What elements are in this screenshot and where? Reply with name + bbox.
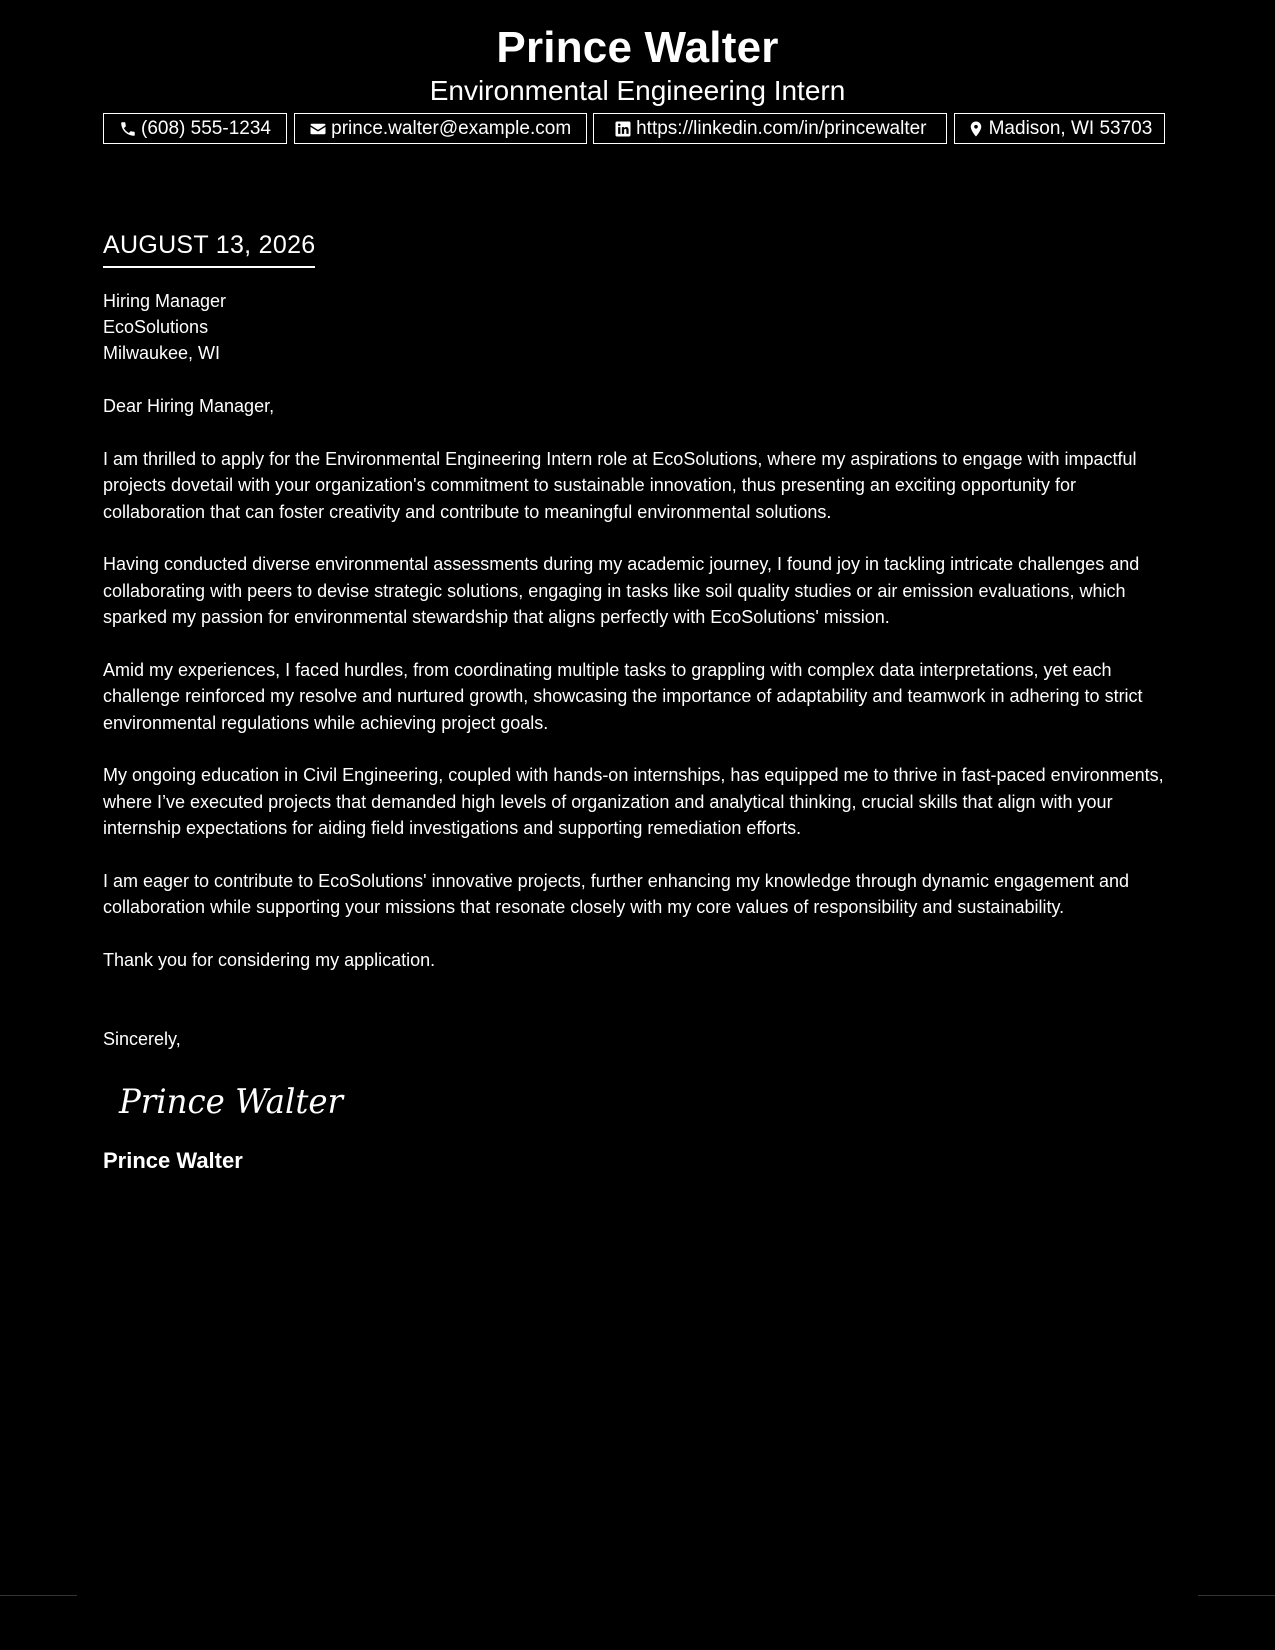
map-marker-icon [967, 120, 985, 138]
body-paragraph: Thank you for considering my application. [103, 949, 436, 970]
footer-divider-right [1198, 1595, 1275, 1596]
signer-name: Prince Walter [103, 1147, 243, 1173]
contact-email-text: prince.walter@example.com [331, 117, 572, 139]
contact-bar [103, 113, 1165, 144]
phone-icon [119, 120, 137, 138]
body-paragraph: I am eager to contribute to EcoSolutions' innovative projects, further enhancing my knowledge through dynamic engagement and collaboration while supporting your missions that resonate closely with my core values of responsibility and sustainability. [103, 870, 1130, 917]
body-paragraph: Amid my experiences, I faced hurdles, from coordinating multiple tasks to grappling with complex data interpretations, yet each challenge reinforced my resolve and nurtured growth, showcasing the importance of adaptability and teamwork in adhering to strict environmental regulations while achieving project goals. [103, 659, 1143, 733]
letter-date: AUGUST 13, 2026 [103, 230, 315, 268]
contact-phone-text: (608) 555-1234 [141, 117, 271, 139]
recipient-block [103, 288, 1173, 366]
recipient-line: EcoSolutions [103, 317, 209, 337]
body-paragraph: My ongoing education in Civil Engineering, coupled with hands-on internships, has equipped me to thrive in fast-paced environments, where I’ve executed projects that demanded high levels of organization and analytical thinking, crucial skills that align with your internship expectations for aiding field investigations and supporting remediation efforts. [103, 765, 1164, 838]
contact-email[interactable] [294, 113, 587, 144]
svg-text:Prince Walter: Prince Walter [118, 1081, 345, 1122]
letter-header [0, 22, 1275, 108]
linkedin-icon [614, 120, 632, 138]
contact-location [954, 113, 1165, 144]
applicant-name: Prince Walter [496, 23, 779, 72]
envelope-icon [309, 120, 327, 138]
contact-linkedin-text: https://linkedin.com/in/princewalter [636, 117, 927, 139]
footer-divider-left [0, 1595, 77, 1596]
letter-body [103, 230, 1173, 1175]
recipient-line: Milwaukee, WI [103, 343, 221, 363]
salutation: Dear Hiring Manager, [103, 396, 275, 416]
applicant-title: Environmental Engineering Intern [429, 75, 846, 106]
handwritten-signature [117, 1075, 1173, 1131]
closing-phrase: Sincerely, [103, 1029, 181, 1049]
body-paragraph: Having conducted diverse environmental assessments during my academic journey, I found joy in tackling intricate challenges and collaborating with peers to devise strategic solutions, engaging in tasks like soil quality studies or air emission evaluations, which sparked my passion for environmental stewardship that aligns perfectly with EcoSolutions' mission. [103, 554, 1140, 627]
contact-linkedin[interactable] [593, 113, 947, 144]
body-paragraph: I am thrilled to apply for the Environmental Engineering Intern role at EcoSolutions, where my aspirations to engage with impactful projects dovetail with your organization's commitment to sustainable innovation, thus presenting an exciting opportunity for collaboration that can foster creativity and contribute to meaningful environmental solutions. [103, 448, 1137, 522]
contact-phone[interactable] [103, 113, 287, 144]
contact-location-text: Madison, WI 53703 [988, 117, 1153, 139]
recipient-line: Hiring Manager [103, 291, 227, 311]
